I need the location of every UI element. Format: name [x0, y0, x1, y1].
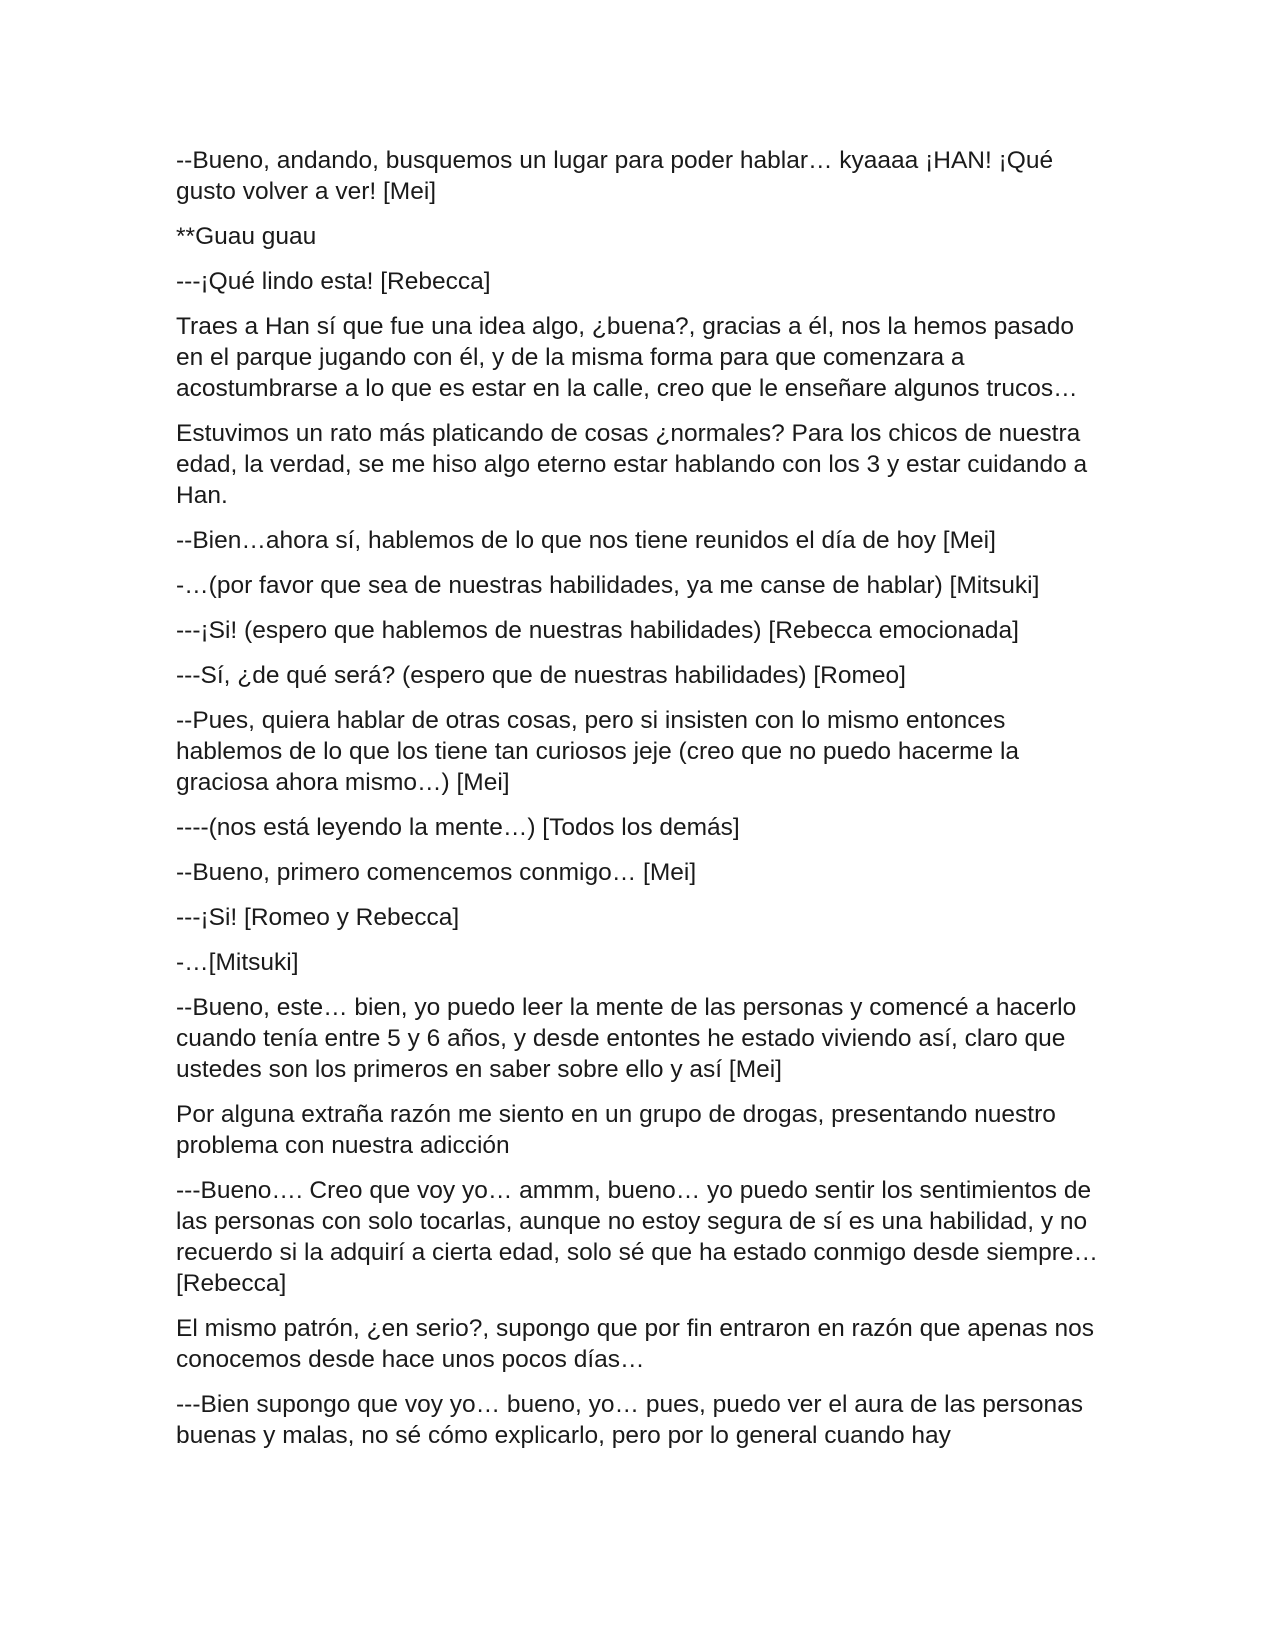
paragraph: ---Sí, ¿de qué será? (espero que de nuestras habilidades) [Romeo] [176, 662, 906, 689]
paragraph: ---¡Si! [Romeo y Rebecca] [176, 904, 460, 931]
paragraph: Por alguna extraña razón me siento en un grupo de drogas, presentando nuestro problema con nuestra adicción [176, 1101, 1056, 1159]
paragraph: Estuvimos un rato más platicando de cosas ¿normales? Para los chicos de nuestra edad, la verdad, se me hiso algo eterno estar hablando con los 3 y estar cuidando a Han. [176, 420, 1088, 509]
paragraph: Traes a Han sí que fue una idea algo, ¿buena?, gracias a él, nos la hemos pasado en el parque jugando con él, y de la misma forma para que comenzara a acostumbrarse a lo que es estar en la calle, creo que le enseñare algunos trucos… [176, 313, 1078, 402]
paragraph: --Bueno, este… bien, yo puedo leer la mente de las personas y comencé a hacerlo cuando tenía entre 5 y 6 años, y desde entontes he estado viviendo así, claro que ustedes son los primeros en saber sobre ello y así [Mei] [176, 994, 1077, 1083]
paragraph: --Bien…ahora sí, hablemos de lo que nos tiene reunidos el día de hoy [Mei] [176, 527, 996, 554]
paragraph: ----(nos está leyendo la mente…) [Todos los demás] [176, 814, 740, 841]
paragraph: **Guau guau [176, 223, 317, 250]
paragraph: --Pues, quiera hablar de otras cosas, pero si insisten con lo mismo entonces hablemos de lo que los tiene tan curiosos jeje (creo que no puedo hacerme la graciosa ahora mismo…) [Mei] [176, 707, 1020, 796]
paragraph: -…(por favor que sea de nuestras habilidades, ya me canse de hablar) [Mitsuki] [176, 572, 1040, 599]
paragraph: ---Bien supongo que voy yo… bueno, yo… pues, puedo ver el aura de las personas buenas y malas, no sé cómo explicarlo, pero por lo general cuando hay [176, 1391, 1084, 1449]
paragraph: --Bueno, andando, busquemos un lugar para poder hablar… kyaaaa ¡HAN! ¡Qué gusto volver a ver! [Mei] [176, 147, 1054, 205]
paragraph: --Bueno, primero comencemos conmigo… [Mei] [176, 859, 697, 886]
paragraph: ---¡Qué lindo esta! [Rebecca] [176, 268, 491, 295]
document-body [176, 145, 1106, 1465]
paragraph: -…[Mitsuki] [176, 949, 299, 976]
paragraph: ---Bueno…. Creo que voy yo… ammm, bueno… yo puedo sentir los sentimientos de las personas con solo tocarlas, aunque no estoy segura de sí es una habilidad, y no recuerdo si la adquirí a cierta edad, solo sé que ha estado conmigo desde siempre… [Rebecca] [176, 1177, 1099, 1297]
paragraph: ---¡Si! (espero que hablemos de nuestras habilidades) [Rebecca emocionada] [176, 617, 1019, 644]
paragraph: El mismo patrón, ¿en serio?, supongo que por fin entraron en razón que apenas nos conocemos desde hace unos pocos días… [176, 1315, 1094, 1373]
